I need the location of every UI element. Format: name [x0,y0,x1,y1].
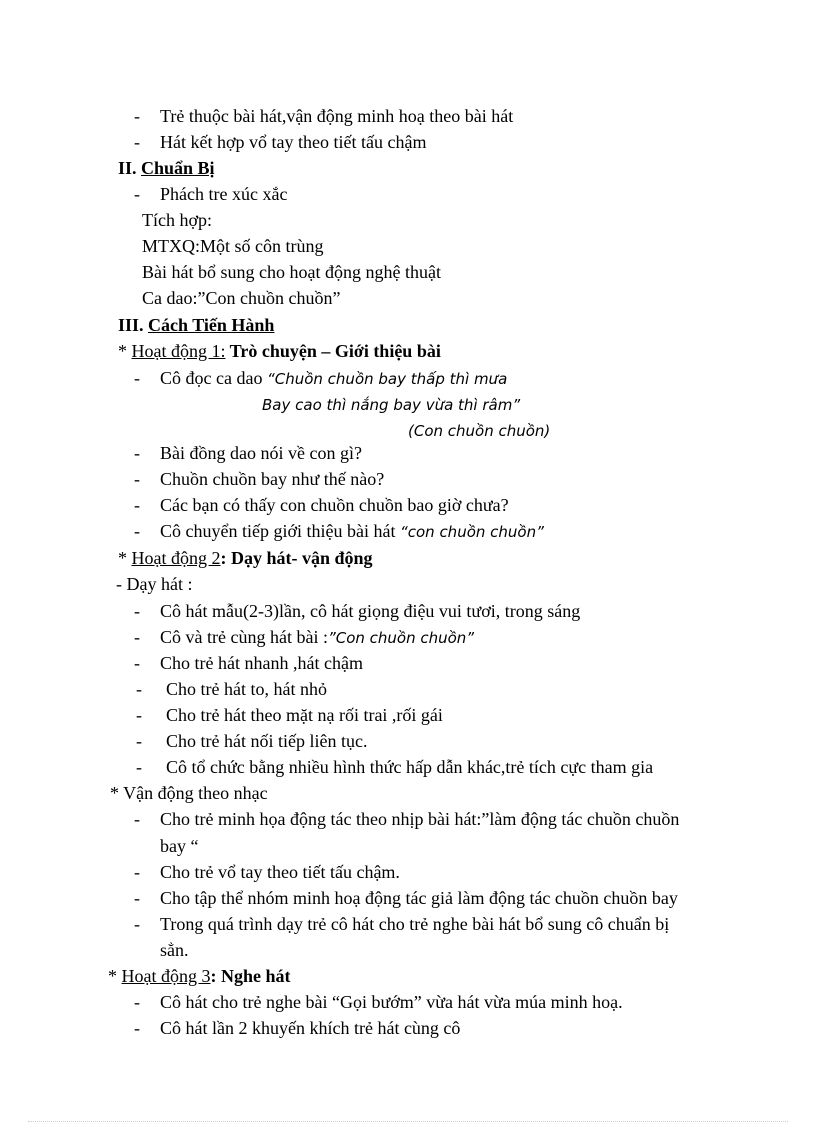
bullet-dash: - [134,862,140,882]
bullet-dash: - [134,914,140,934]
activity-step: Chuồn chuồn bay như thế nào? [160,469,385,489]
step-text: Cô chuyển tiếp giới thiệu bài hát [160,521,400,541]
bullet-dash: - [136,757,142,777]
asterisk: * [118,341,127,361]
bullet-dash: - [134,992,140,1012]
bullet-dash: - [134,601,140,621]
activity-step: Cho trẻ minh họa động tác theo nhịp bài hát:”làm động tác chuồn chuồn [160,809,680,829]
preparation-item: Phách tre xúc xắc [160,184,288,204]
activity-label: Hoạt động 2 [131,548,221,568]
bullet-dash: - [134,809,140,829]
step-text: Cô và trẻ cùng hát bài : [160,627,328,647]
activity-step: Cô hát cho trẻ nghe bài “Gọi bướm” vừa hát vừa múa minh hoạ. [160,992,623,1012]
asterisk: * [118,548,127,568]
bullet-dash: - [134,888,140,908]
folk-verse-line: Bay cao thì nắng bay vừa thì râm” [262,396,521,414]
activity-step-continued: bay “ [160,836,199,856]
activity-title: Trò chuyện – Giới thiệu bài [225,341,441,361]
activity-step: Cho trẻ hát nối tiếp liên tục. [166,731,368,751]
bullet-dash: - [134,1018,140,1038]
activity-step: Cô hát mẫu(2-3)lần, cô hát giọng điệu vui tươi, trong sáng [160,601,581,621]
bullet-dash: - [134,443,140,463]
bullet-dash: - [134,495,140,515]
bullet-dash: - [134,469,140,489]
folk-verse-source: (Con chuồn chuồn) [408,422,551,440]
section-title: Cách Tiến Hành [148,315,275,335]
bullet-dash: - [134,521,140,541]
bullet-dash: - [136,705,142,725]
integration-item: MTXQ:Một số côn trùng [142,236,324,256]
integration-item: Ca dao:”Con chuồn chuồn” [142,288,341,308]
activity-step [160,626,474,649]
activity-title: : Nghe hát [210,966,291,986]
folk-verse-line: “Chuồn chuồn bay thấp thì mưa [266,370,508,388]
activity-step: Cho trẻ hát theo mặt nạ rối trai ,rối gái [166,705,443,725]
activity-step: Cô hát lần 2 khuyến khích trẻ hát cùng cô [160,1018,461,1038]
activity-label: Hoạt động 3 [121,966,211,986]
bullet-dash: - [134,184,140,204]
song-title: “con chuồn chuồn” [399,523,544,541]
activity-step: Các bạn có thấy con chuồn chuồn bao giờ chưa? [160,495,509,515]
activity-step: Cô tổ chức bằng nhiều hình thức hấp dẫn khác,trẻ tích cực tham gia [166,757,654,777]
activity-step: Bài đồng dao nói về con gì? [160,443,362,463]
integration-label: Tích hợp: [142,210,213,230]
bullet-dash: - [134,368,140,388]
bullet-dash: - [134,106,140,126]
activity-title: : Dạy hát- vận động [220,548,373,568]
section-heading-preparation [118,157,215,179]
activity-1-heading [118,340,441,362]
activity-step: Trong quá trình dạy trẻ cô hát cho trẻ nghe bài hát bổ sung cô chuẩn bị [160,914,670,934]
activity-step-continued: sẳn. [160,940,189,960]
activity-label: Hoạt động 1: [131,341,226,361]
footer-divider [28,1121,788,1122]
section-number: II. [118,158,137,178]
bullet-dash: - [134,132,140,152]
activity-step: Cho trẻ vổ tay theo tiết tấu chậm. [160,862,400,882]
activity-3-heading [108,965,291,987]
step-text: Cô đọc ca dao [160,368,267,388]
objective-line: Trẻ thuộc bài hát,vận động minh hoạ theo bài hát [160,106,514,126]
activity-step [160,367,507,390]
bullet-dash: - [136,679,142,699]
section-title: Chuẩn Bị [141,158,215,178]
activity-step: Cho trẻ hát nhanh ,hát chậm [160,653,363,673]
bullet-dash: - [136,731,142,751]
subsection-teach-singing: - Dạy hát : [116,574,193,594]
bullet-dash: - [134,627,140,647]
activity-step: Cho tập thể nhóm minh hoạ động tác giả làm động tác chuồn chuồn bay [160,888,678,908]
section-number: III. [118,315,144,335]
bullet-dash: - [134,653,140,673]
song-title: ”Con chuồn chuồn” [327,629,475,647]
objective-line: Hát kết hợp vổ tay theo tiết tấu chậm [160,132,427,152]
activity-2-heading [118,547,373,569]
asterisk: * [108,966,117,986]
subsection-movement: * Vận động theo nhạc [110,783,268,803]
integration-item: Bài hát bổ sung cho hoạt động nghệ thuật [142,262,441,282]
activity-step [160,520,544,543]
activity-step: Cho trẻ hát to, hát nhỏ [166,679,327,699]
section-heading-procedure [118,314,274,336]
